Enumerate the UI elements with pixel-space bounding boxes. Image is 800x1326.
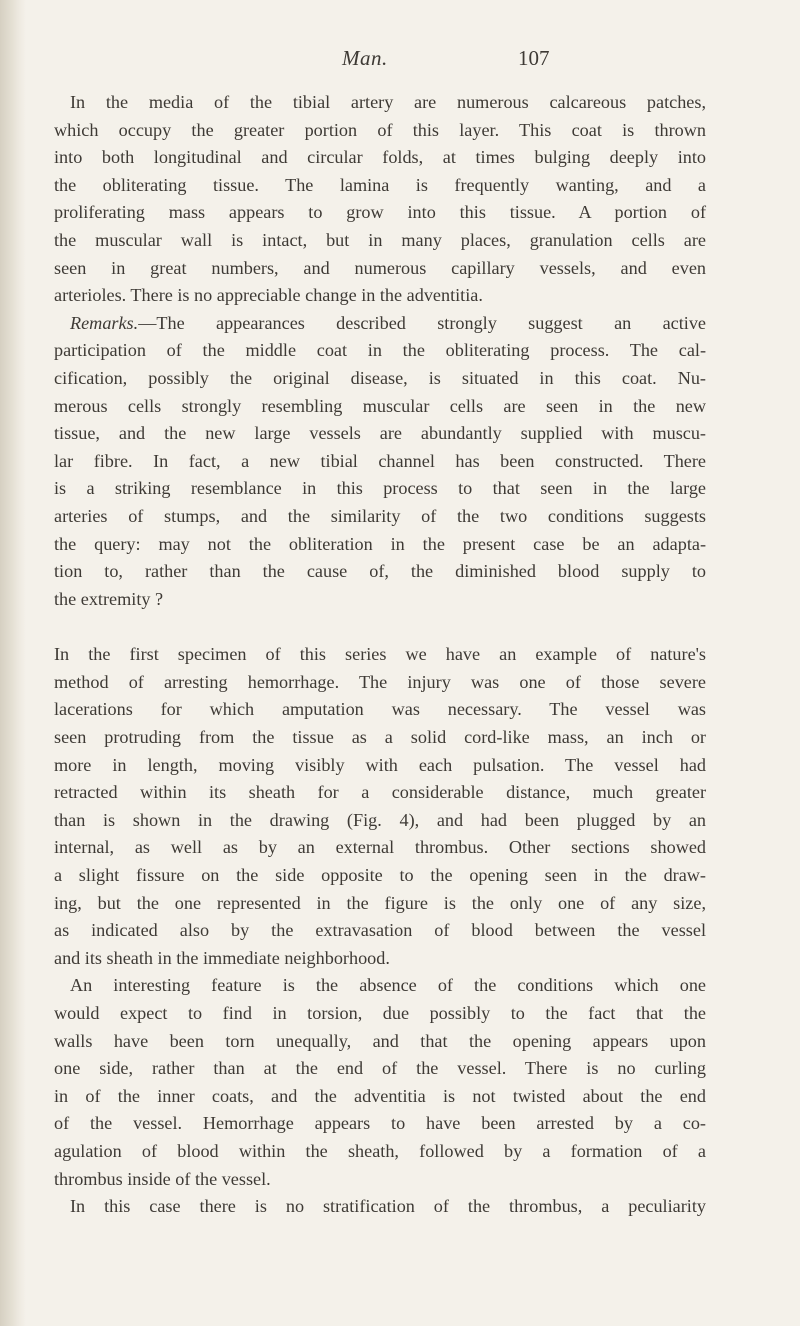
text-line: the query: may not the obliteration in the present case be an adapta- [54, 533, 706, 554]
running-title: Man. [342, 46, 388, 70]
page-header [0, 42, 800, 82]
text-line: lacerations for which amputation was necessary. The vessel was [54, 699, 706, 720]
text-line: one side, rather than at the end of the vessel. There is no curling [54, 1058, 706, 1079]
text-line: cification, possibly the original disease, is situated in this coat. Nu- [54, 367, 706, 388]
text-line: participation of the middle coat in the obliterating process. The cal- [54, 340, 706, 361]
text-line: agulation of blood within the sheath, followed by a formation of a [54, 1140, 706, 1161]
text-line: In the media of the tibial artery are numerous calcareous patches, [70, 92, 706, 112]
text-line: than is shown in the drawing (Fig. 4), and had been plugged by an [54, 809, 706, 830]
text-line: internal, as well as by an external thrombus. Other sections showed [54, 837, 706, 858]
text-line: of the vessel. Hemorrhage appears to have been arrested by a co- [54, 1113, 706, 1134]
text-line: in of the inner coats, and the adventitia is not twisted about the end [54, 1085, 706, 1106]
text-line: An interesting feature is the absence of the conditions which one [70, 975, 706, 996]
text-line: tissue, and the new large vessels are abundantly supplied with muscu- [54, 423, 706, 444]
text-line: merous cells strongly resembling muscular cells are seen in the new [54, 395, 706, 416]
paragraph-first-specimen [54, 641, 706, 972]
page-spine-shadow [0, 0, 26, 1326]
text-line: would expect to find in torsion, due possibly to the fact that the [54, 1003, 706, 1023]
text-line: retracted within its sheath for a considerable distance, much greater [54, 782, 706, 803]
text-line: proliferating mass appears to grow into this tissue. A portion of [54, 202, 706, 223]
text-line: as indicated also by the extravasation of blood between the vessel [54, 920, 706, 941]
text-line: the obliterating tissue. The lamina is frequently wanting, and a [54, 174, 706, 195]
paragraph-stratification [54, 1193, 706, 1221]
text-line: and its sheath in the immediate neighborhood. [54, 947, 390, 968]
text-line: arterioles. There is no appreciable change in the adventitia. [54, 285, 483, 306]
remarks-lead-rest: —The appearances described strongly suggest an active [138, 312, 706, 333]
paragraph-gap [54, 613, 706, 641]
text-line: lar fibre. In fact, a new tibial channel has been constructed. There [54, 450, 706, 471]
body-text [54, 89, 706, 1221]
text-line: thrombus inside of the vessel. [54, 1168, 271, 1189]
page-number: 107 [518, 46, 550, 70]
text-line: method of arresting hemorrhage. The injury was one of those severe [54, 671, 706, 692]
text-line: the extremity ? [54, 588, 164, 609]
remarks-lead: Remarks. [70, 312, 139, 333]
text-line: more in length, moving visibly with each pulsation. The vessel had [54, 754, 706, 775]
text-line: seen protruding from the tissue as a solid cord-like mass, an inch or [54, 727, 706, 748]
text-line: In this case there is no stratification of the thrombus, a peculiarity [70, 1196, 706, 1217]
text-line: into both longitudinal and circular folds, at times bulging deeply into [54, 147, 706, 168]
text-line: walls have been torn unequally, and that the opening appears upon [54, 1030, 706, 1051]
paragraph-media-description [54, 89, 706, 310]
paragraph-interesting-feature [54, 972, 706, 1193]
text-line [54, 310, 706, 338]
text-line: is a striking resemblance in this process to that seen in the large [54, 478, 706, 499]
text-line: which occupy the greater portion of this layer. This coat is thrown [54, 119, 706, 140]
text-line: arteries of stumps, and the similarity of the two conditions suggests [54, 505, 706, 526]
text-line: tion to, rather than the cause of, the diminished blood supply to [54, 561, 706, 582]
text-line: ing, but the one represented in the figure is the only one of any size, [54, 892, 706, 913]
text-line: In the first specimen of this series we have an example of nature's [54, 644, 706, 665]
text-line: the muscular wall is intact, but in many places, granulation cells are [54, 229, 706, 250]
text-line: a slight fissure on the side opposite to the opening seen in the draw- [54, 865, 706, 886]
paragraph-remarks [54, 310, 706, 614]
text-line: seen in great numbers, and numerous capillary vessels, and even [54, 257, 706, 278]
